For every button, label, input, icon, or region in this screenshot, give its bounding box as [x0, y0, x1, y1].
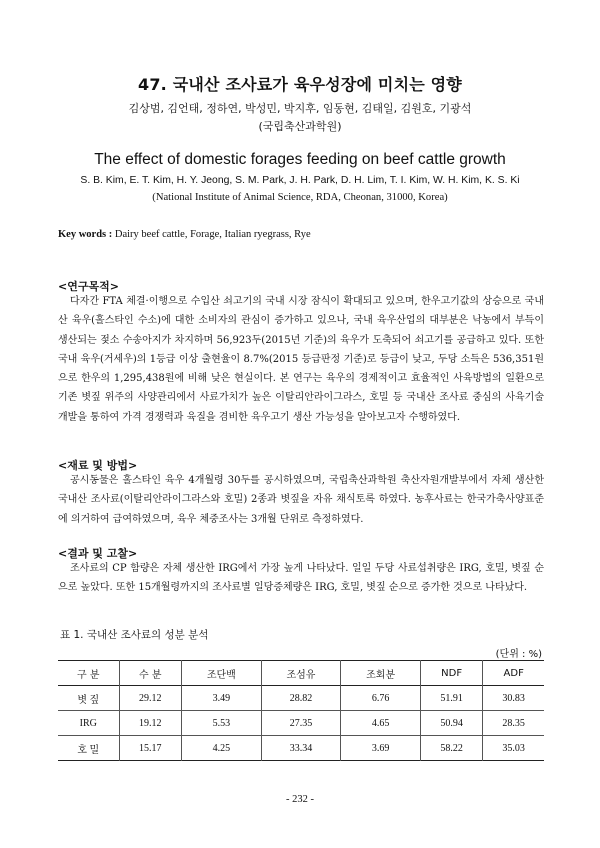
keywords-line — [58, 229, 311, 240]
table-cell: 28.82 — [261, 686, 341, 711]
header-cell: 수 분 — [119, 661, 181, 686]
section-body-results: 조사료의 CP 함량은 자체 생산한 IRG에서 가장 높게 나타났다. 일일 두당 사료섭취량은 IRG, 호밀, 볏짚 순으로 높았다. 또한 15개월령까지의 조사료별 일당증체량은 IRG, 호밀, 볏짚 순으로 증가한 것으로 나타났다. — [58, 563, 544, 594]
table-caption: 표 1. 국내산 조사료의 성분 분석 — [60, 629, 209, 641]
header-cell: 조회분 — [341, 661, 421, 686]
table-cell: 51.91 — [420, 686, 482, 711]
section-heading-results: <결과 및 고찰> — [58, 547, 138, 560]
header-cell: 구 분 — [77, 669, 100, 681]
keywords-text: Dairy beef cattle, Forage, Italian ryegrass, Rye — [114, 229, 311, 240]
section-body-purpose: 다자간 FTA 체결·이행으로 수입산 쇠고기의 국내 시장 잠식이 확대되고 있으며, 한우고기값의 상승으로 국내산 육우(홀스타인 수소)에 대한 소비자의 관심이 증가하고 있으나, 국내 육우산업의 대부분은 낙농에서 부득이 생산되는 젖소 수송아지가 차지하며 56,923두(2015년 기준)의 육우가 도축되어 쇠고기를 공급하고 있다. 또한 국내 육우(거세우)의 1등급 이상 출현율이 8.7%(2015 등급판정 기준)로 등급이 낮고, 두당 소득은 536,351원으로 한우의 1,295,438원에 비해 낮은 현실이다. 본 연구는 육우의 경제적이고 효율적인 사육방법의 일환으로 기존 볏짚 위주의 사양관리에서 사료가치가 높은 이탈리안라이그라스, 호밀 등 국내산 조사료 중심의 사육기술 개발을 통하여 가격 경쟁력과 육질을 겸비한 육우고기 생산 가능성을 알아보고자 수행하였다. — [58, 296, 544, 423]
keywords-label: Key words : — [58, 229, 113, 240]
table-cell: 6.76 — [341, 686, 421, 711]
english-authors: S. B. Kim, E. T. Kim, H. Y. Jeong, S. M. Park, J. H. Park, D. H. Lim, T. I. Kim, W. H. Kim, K. S. Ki — [80, 175, 520, 186]
table-cell: 3.69 — [341, 736, 421, 761]
page-number: - 232 - — [286, 794, 314, 805]
table-row — [58, 686, 544, 711]
korean-title: 47. 국내산 조사료가 육우성장에 미치는 영향 — [138, 75, 462, 94]
section-heading-purpose: <연구목적> — [58, 280, 119, 293]
table-cell: 4.25 — [182, 736, 262, 761]
table-row — [58, 736, 544, 761]
table-unit: (단위 : %) — [495, 649, 542, 660]
section-heading-methods: <재료 및 방법> — [58, 459, 138, 472]
table-header-row — [58, 661, 544, 686]
english-title: The effect of domestic forages feeding on beef cattle growth — [94, 151, 506, 168]
table-cell: 35.03 — [483, 736, 544, 761]
header-cell: 조섬유 — [261, 661, 341, 686]
table-row — [58, 711, 544, 736]
table-cell: 15.17 — [119, 736, 181, 761]
table-cell: 볏 짚 — [77, 694, 100, 706]
header-cell: ADF — [483, 661, 544, 686]
korean-institution: (국립축산과학원) — [258, 120, 342, 133]
table-cell: 호 밀 — [77, 744, 100, 756]
table-cell: 27.35 — [261, 711, 341, 736]
table-cell: 58.22 — [420, 736, 482, 761]
table-cell: 50.94 — [420, 711, 482, 736]
table-cell: 4.65 — [341, 711, 421, 736]
table-cell: 33.34 — [261, 736, 341, 761]
composition-table — [58, 660, 544, 761]
table-cell: IRG — [79, 717, 97, 729]
table-cell: 30.83 — [483, 686, 544, 711]
table-cell: 28.35 — [483, 711, 544, 736]
english-institution: (National Institute of Animal Science, RDA, Cheonan, 31000, Korea) — [152, 192, 448, 203]
section-body-methods: 공시동물은 홀스타인 육우 4개월령 30두를 공시하였으며, 국립축산과학원 축산자원개발부에서 자체 생산한 국내산 조사료(이탈리안라이그라스와 호밀) 2종과 볏짚을 자유 채식토록 하였다. 농후사료는 한국가축사양표준에 의거하여 급여하였으며, 육우 체중조사는 3개월 단위로 측정하였다. — [58, 475, 544, 525]
table-cell: 3.49 — [182, 686, 262, 711]
table-cell: 29.12 — [119, 686, 181, 711]
header-cell: 조단백 — [182, 661, 262, 686]
korean-authors: 김상범, 김언태, 정하연, 박성민, 박지후, 임동현, 김태일, 김원호, 기광석 — [128, 102, 472, 115]
table-cell: 5.53 — [182, 711, 262, 736]
header-cell: NDF — [420, 661, 482, 686]
table-cell: 19.12 — [119, 711, 181, 736]
